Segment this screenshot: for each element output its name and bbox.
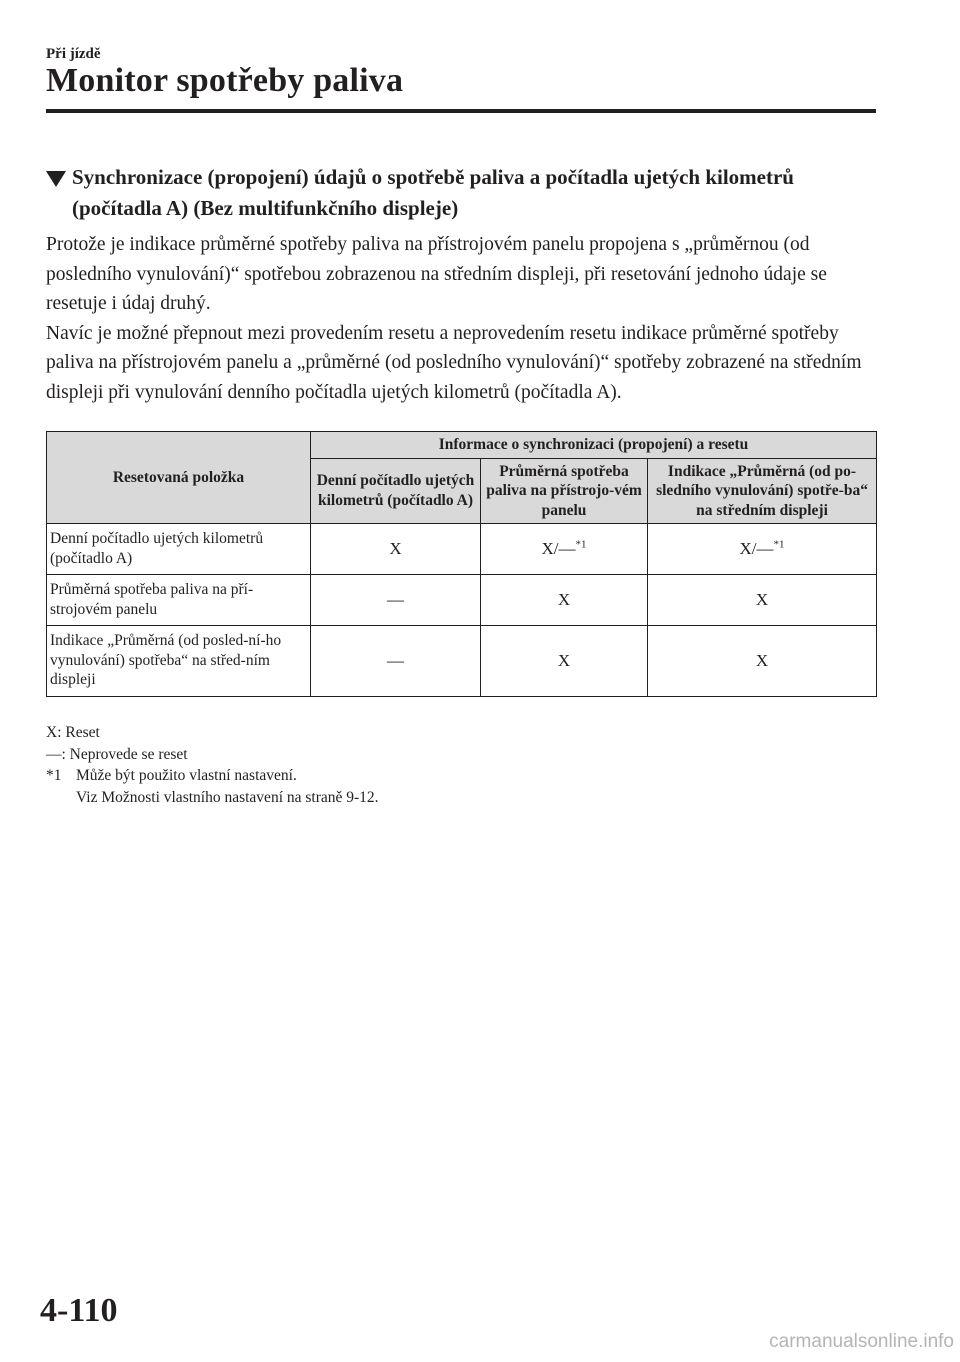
cell-value: X <box>311 524 481 575</box>
cell-value: X <box>648 626 877 697</box>
section-heading <box>46 162 876 224</box>
header-reset-item: Resetovaná položka <box>47 432 311 524</box>
header-col-avg-display: Indikace „Průměrná (od po-sledního vynulování) spotře-ba“ na středním displeji <box>648 458 877 524</box>
footnote-text-1: Může být použito vlastní nastavení. <box>76 767 297 784</box>
footnote <box>46 765 379 787</box>
table-row <box>47 626 877 697</box>
title-divider <box>46 109 876 113</box>
table-row <box>47 575 877 626</box>
footnote-ref: *1 <box>575 538 587 551</box>
legend-reset: X: Reset <box>46 724 100 741</box>
table-row <box>47 524 877 575</box>
cell-value <box>481 524 648 575</box>
table-notes <box>46 722 379 808</box>
cell-value: X <box>648 575 877 626</box>
page-title: Monitor spotřeby paliva <box>46 62 404 99</box>
paragraph-2: Navíc je možné přepnout mezi provedením resetu a neprovedením resetu indikace průměrné spotřeby paliva na přístrojovém panelu a „průměrné (od posledního vynulování)“ spotřeby zobrazené na středním displeji při vynulování denního počítadla ujetých kilometrů (počítadla A). <box>46 322 862 403</box>
cell-value: — <box>311 626 481 697</box>
footnote-ref: *1 <box>773 538 785 551</box>
cell-value-text: X/— <box>739 538 774 558</box>
page-number: 4-110 <box>40 1292 118 1329</box>
cell-value: X <box>481 626 648 697</box>
section-heading-text: Synchronizace (propojení) údajů o spotřebě paliva a počítadla ujetých kilometrů (počítadla A) (Bez multifunkčního displeje) <box>72 165 794 220</box>
row-item: Denní počítadlo ujetých kilometrů (počítadlo A) <box>47 524 311 575</box>
footnote-text-2: Viz Možnosti vlastního nastavení na straně 9-12. <box>76 788 379 806</box>
body-text <box>46 230 881 407</box>
paragraph-1: Protože je indikace průměrné spotřeby paliva na přístrojovém panelu propojena s „průměrnou (od posledního vynulování)“ spotřebou zobrazenou na středním displeji, při resetování jednoho údaje se resetuje i údaj druhý. <box>46 234 827 314</box>
header-sync-info: Informace o synchronizaci (propojení) a resetu <box>311 432 877 459</box>
row-item: Průměrná spotřeba paliva na pří-strojovém panelu <box>47 575 311 626</box>
watermark: carmanualsonline.info <box>769 1331 954 1352</box>
cell-value <box>648 524 877 575</box>
legend-no-reset: —: Neprovede se reset <box>46 745 188 763</box>
sync-reset-table <box>46 431 877 697</box>
section-label: Při jízdě <box>46 46 101 62</box>
cell-value: X <box>481 575 648 626</box>
header-col-trip-meter: Denní počítadlo ujetých kilometrů (počítadlo A) <box>311 458 481 524</box>
footnote-mark: *1 <box>46 767 62 784</box>
row-item: Indikace „Průměrná (od posled-ní-ho vynulování) spotřeba“ na střed-ním displeji <box>47 626 311 697</box>
cell-value-text: X/— <box>541 538 576 558</box>
header-col-avg-consumption: Průměrná spotřeba paliva na přístrojo-vém panelu <box>481 458 648 524</box>
triangle-bullet-icon <box>46 171 66 187</box>
cell-value: — <box>311 575 481 626</box>
